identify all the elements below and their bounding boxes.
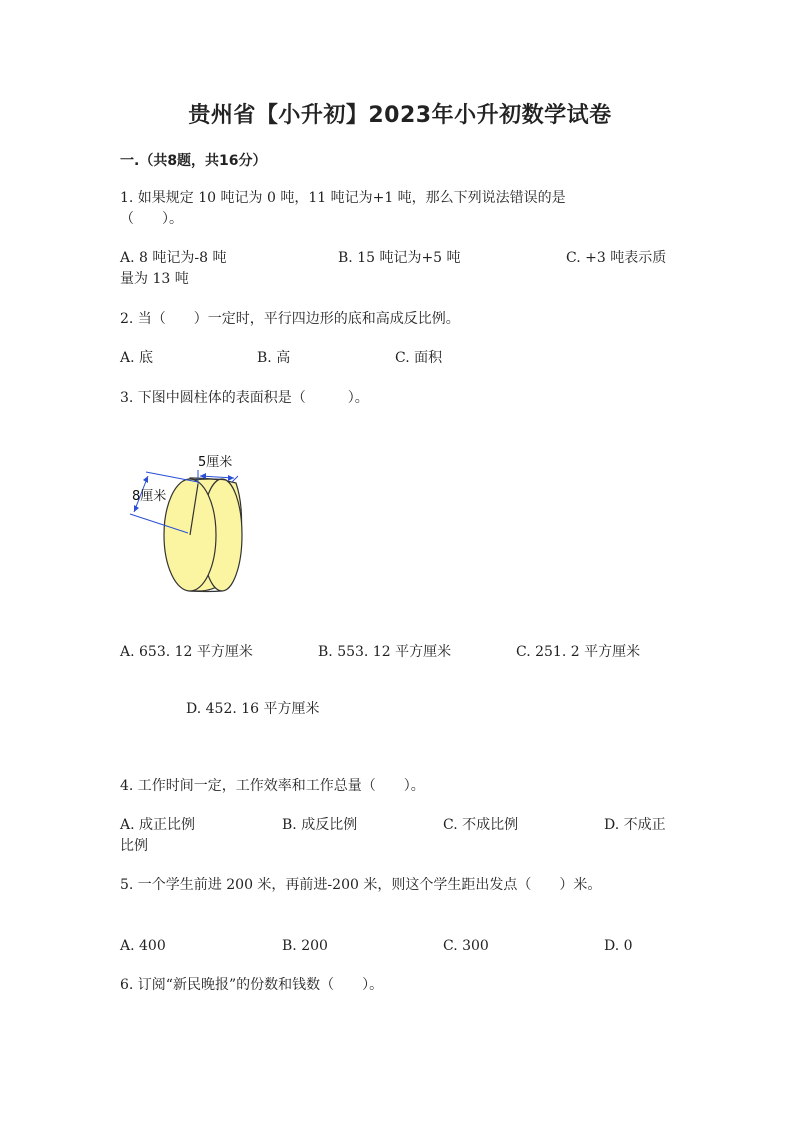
radius-extension-top xyxy=(146,472,198,482)
q4-option-a: A. 成正比例 xyxy=(120,817,196,833)
q5-option-c: C. 300 xyxy=(443,938,489,954)
q1-option-b: B. 15 吨记为+5 吨 xyxy=(338,250,461,266)
q1-option-c-line1: C. +3 吨表示质 xyxy=(566,250,667,266)
q5-option-a: A. 400 xyxy=(120,938,166,954)
q2-option-c: C. 面积 xyxy=(395,350,443,366)
q4-option-b: B. 成反比例 xyxy=(282,817,358,833)
q5-option-b: B. 200 xyxy=(282,938,328,954)
q6-stem: 6. 订阅“新民晚报”的份数和钱数（ ）。 xyxy=(120,977,384,993)
q5-option-d: D. 0 xyxy=(604,938,633,954)
q1-stem-line1: 1. 如果规定 10 吨记为 0 吨，11 吨记为+1 吨，那么下列说法错误的是 xyxy=(120,190,566,206)
q3-stem: 3. 下图中圆柱体的表面积是（ ）。 xyxy=(120,390,369,406)
q3-option-b: B. 553. 12 平方厘米 xyxy=(318,644,452,660)
q1-option-a: A. 8 吨记为-8 吨 xyxy=(120,250,227,266)
q2-option-b: B. 高 xyxy=(257,350,291,366)
cylinder-figure xyxy=(118,448,258,598)
section-heading: 一.（共8题，共16分） xyxy=(120,153,267,169)
radius-label: 8厘米 xyxy=(132,489,167,504)
thickness-label: 5厘米 xyxy=(198,455,233,470)
q5-stem: 5. 一个学生前进 200 米，再前进-200 米，则这个学生距出发点（ ）米。 xyxy=(120,877,602,893)
page-title: 贵州省【小升初】2023年小升初数学试卷 xyxy=(188,103,612,128)
thickness-extension-right xyxy=(232,476,238,482)
q4-option-d-line1: D. 不成正 xyxy=(604,817,666,833)
q4-stem: 4. 工作时间一定，工作效率和工作总量（ ）。 xyxy=(120,778,425,794)
q3-option-c: C. 251. 2 平方厘米 xyxy=(516,644,641,660)
q3-option-d: D. 452. 16 平方厘米 xyxy=(186,701,320,717)
thickness-arrow-head-right xyxy=(228,475,234,481)
q4-option-d-line2: 比例 xyxy=(120,838,148,854)
q3-option-a: A. 653. 12 平方厘米 xyxy=(120,644,253,660)
q1-stem-line2: （ ）。 xyxy=(120,211,183,227)
cylinder-bottom-edge xyxy=(190,591,222,592)
q1-option-c-line2: 量为 13 吨 xyxy=(120,271,189,287)
q2-option-a: A. 底 xyxy=(120,350,154,366)
q2-stem: 2. 当（ ）一定时，平行四边形的底和高成反比例。 xyxy=(120,311,460,327)
q4-option-c: C. 不成比例 xyxy=(443,817,519,833)
